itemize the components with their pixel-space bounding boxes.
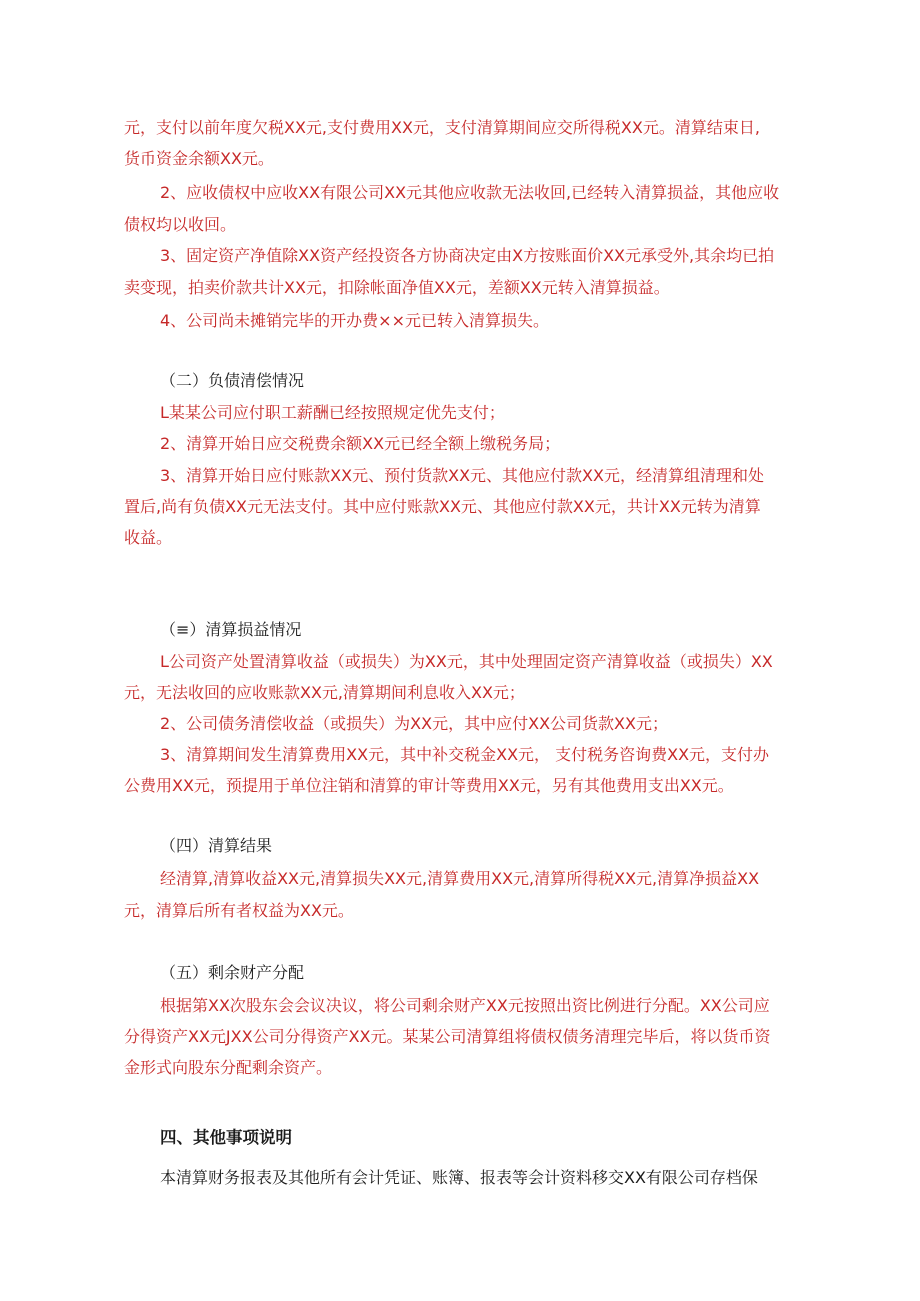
section-heading: （四）清算结果: [160, 836, 273, 855]
text-line: 元，清算后所有者权益为XX元。: [124, 901, 354, 920]
text-line: 2、清算开始日应交税费余额XX元已经全额上缴税务局；: [160, 434, 561, 453]
text-line: 分得资产XX元JXX公司分得资产XX元。某某公司清算组将债权债务清理完毕后，将以货币资: [124, 1027, 771, 1046]
text-line: 本清算财务报表及其他所有会计凭证、账簿、报表等会计资料移交XX有限公司存档保: [160, 1168, 758, 1187]
text-line: 2、公司债务清偿收益（或损失）为XX元，其中应付XX公司货款XX元；: [160, 714, 668, 733]
text-line: 置后,尚有负债XX元无法支付。其中应付账款XX元、其他应付款XX元，共计XX元转为清算: [124, 497, 761, 516]
section-heading: （二）负债清偿情况: [160, 371, 305, 390]
text-line: 债权均以收回。: [124, 215, 237, 234]
section-heading: 四、其他事项说明: [160, 1128, 292, 1147]
text-line: 元，支付以前年度欠税XX元,支付费用XX元，支付清算期间应交所得税XX元。清算结束日,: [124, 118, 760, 137]
text-line: 3、固定资产净值除XX资产经投资各方协商决定由X方按账面价XX元承受外,其余均已拍: [160, 246, 775, 265]
text-line: 卖变现，拍卖价款共计XX元，扣除帐面净值XX元，差额XX元转入清算损益。: [124, 278, 670, 297]
text-line: 金形式向股东分配剩余资产。: [124, 1058, 333, 1077]
text-line: 收益。: [124, 528, 173, 547]
text-line: 货币资金余额XX元。: [124, 149, 274, 168]
section-heading: （≡）清算损益情况: [160, 620, 302, 639]
text-line: L公司资产处置清算收益（或损失）为XX元，其中处理固定资产清算收益（或损失）XX: [160, 652, 773, 671]
text-line: 3、清算期间发生清算费用XX元，其中补交税金XX元， 支付税务咨询费XX元，支付办: [160, 745, 770, 764]
text-line: 公费用XX元，预提用于单位注销和清算的审计等费用XX元，另有其他费用支出XX元。: [124, 776, 734, 795]
text-line: 经清算,清算收益XX元,清算损失XX元,清算费用XX元,清算所得税XX元,清算净损益XX: [160, 869, 760, 888]
text-line: 3、清算开始日应付账款XX元、预付货款XX元、其他应付款XX元，经清算组清理和处: [160, 466, 764, 485]
text-line: L某某公司应付职工薪酬已经按照规定优先支付；: [160, 403, 505, 422]
section-heading: （五）剩余财产分配: [160, 963, 305, 982]
text-line: 2、应收债权中应收XX有限公司XX元其他应收款无法收回,已经转入清算损益，其他应收: [160, 183, 780, 202]
text-line: 元，无法收回的应收账款XX元,清算期间利息收入XX元；: [124, 683, 525, 702]
text-line: 根据第XX次股东会会议决议，将公司剩余财产XX元按照出资比例进行分配。XX公司应: [160, 996, 770, 1015]
text-line: 4、公司尚未摊销完毕的开办费××元已转入清算损失。: [160, 311, 549, 330]
